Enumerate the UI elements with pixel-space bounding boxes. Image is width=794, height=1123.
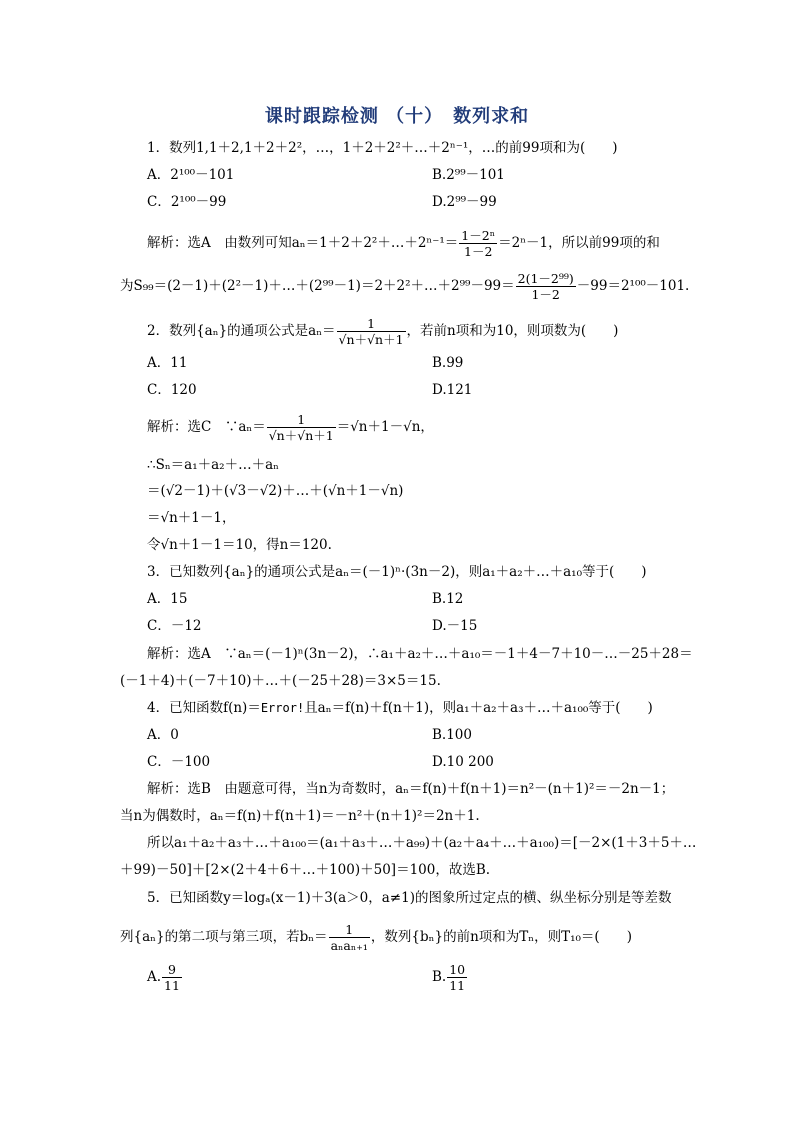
q1-analysis2-head: 为S₉₉＝(2－1)＋(2²－1)＋…＋(2⁹⁹－1)＝2＋2²＋…＋2⁹⁹－99＝: [120, 278, 515, 294]
q4-option-d: D.10 200: [432, 754, 494, 770]
q5-stem2-tail: ，数列{bₙ}的前n项和为Tₙ，则T₁₀＝( ): [370, 929, 632, 945]
q2-analysis-line5: 令√n＋1－1＝10，得n＝120.: [147, 537, 332, 553]
q5-stem-fraction: [329, 922, 370, 953]
q4-stem-head: 4．已知函数f(n)＝: [147, 700, 261, 716]
q2-analysis-line2: ∴Sₙ＝a₁＋a₂＋…＋aₙ: [147, 457, 279, 473]
q3-analysis-line1: 解析：选A ∵aₙ＝(－1)ⁿ(3n－2)，∴a₁＋a₂＋…＋a₁₀＝－1＋4－7＋10－…－25＋28＝: [147, 646, 693, 662]
q1-option-a: A．2¹⁰⁰－101: [147, 167, 235, 183]
q5-stem-line2: [120, 922, 680, 953]
q1-analysis-line2: [120, 271, 690, 302]
q5-stem-line1: 5．已知函数y＝logₐ(x－1)＋3(a＞0，a≠1)的图象所过定点的横、纵坐标分别是等差数: [147, 890, 672, 906]
q1-stem: 1．数列1,1＋2,1＋2＋2²，…，1＋2＋2²＋…＋2ⁿ⁻¹，…的前99项和为( ): [147, 140, 618, 156]
q5-stem2-head: 列{aₙ}的第二项与第三项，若bₙ＝: [120, 929, 328, 945]
q2-option-a: A．11: [147, 355, 188, 371]
option-letter: A.: [147, 969, 162, 985]
q2-analysis-line1: [147, 412, 707, 443]
q1-analysis2-fraction: [516, 271, 576, 302]
q5-option-b-fraction: [447, 962, 467, 993]
denominator: 11: [164, 978, 180, 993]
q2-option-b: B.99: [432, 355, 464, 371]
q2-analysis-line4: ＝√n＋1－1，: [147, 510, 236, 526]
numerator: 1: [329, 922, 370, 938]
denominator: aₙaₙ₊₁: [330, 938, 368, 953]
q2-option-d: D.121: [432, 382, 473, 398]
q1-analysis-head: 解析：选A 由数列可知aₙ＝1＋2＋2²＋…＋2ⁿ⁻¹＝: [147, 235, 459, 251]
q4-stem-error: Error!: [260, 701, 305, 715]
numerator: 1: [337, 316, 406, 332]
denominator: 1－2: [531, 287, 560, 302]
q4-option-c: C．－100: [147, 754, 211, 770]
q3-option-c: C．－12: [147, 618, 202, 634]
q3-option-a: A．15: [147, 591, 188, 607]
q2-analysis-head: 解析：选C ∵aₙ＝: [147, 419, 266, 435]
q4-analysis-line1: 解析：选B 由题意可得，当n为奇数时，aₙ＝f(n)＋f(n＋1)＝n²－(n＋1)²＝－2n－1；: [147, 781, 675, 797]
q3-analysis-line2: (－1＋4)＋(－7＋10)＋…＋(－25＋28)＝3×5＝15.: [120, 673, 441, 689]
q1-analysis-line1: [147, 228, 707, 259]
q2-analysis-fraction: [267, 412, 336, 443]
q4-option-a: A．0: [147, 727, 179, 743]
q2-option-c: C．120: [147, 382, 197, 398]
q2-stem-head: 2．数列{aₙ}的通项公式是aₙ＝: [147, 323, 336, 339]
q2-stem-fraction: [337, 316, 406, 347]
q1-option-c: C．2¹⁰⁰－99: [147, 194, 227, 210]
q4-stem: [147, 698, 707, 718]
option-letter: B.: [432, 969, 447, 985]
q4-stem-tail: 且aₙ＝f(n)＋f(n＋1)，则a₁＋a₂＋a₃＋…＋a₁₀₀等于( ): [304, 700, 653, 716]
numerator: 1: [267, 412, 336, 428]
denominator: 11: [449, 978, 466, 993]
numerator: 10: [449, 962, 466, 977]
q4-analysis-line4: ＋99)－50]＋[2×(2＋4＋6＋…＋100)＋50]＝100，故选B.: [120, 862, 491, 878]
q4-analysis-line3: 所以a₁＋a₂＋a₃＋…＋a₁₀₀＝(a₁＋a₃＋…＋a₉₉)＋(a₂＋a₄＋…＋a₁₀₀)＝[－2×(1＋3＋5＋…: [147, 835, 697, 851]
denominator: √n＋√n＋1: [338, 332, 404, 347]
denominator: 1－2: [464, 244, 493, 259]
q5-option-a-fraction: [162, 962, 182, 993]
q2-stem: [147, 316, 707, 347]
q2-stem-tail: ，若前n项和为10，则项数为( ): [406, 323, 619, 339]
q5-option-b: [432, 962, 794, 993]
numerator: 1－2ⁿ: [461, 228, 496, 243]
q3-option-b: B.12: [432, 591, 464, 607]
q1-analysis2-tail: －99＝2¹⁰⁰－101.: [576, 278, 690, 294]
q1-option-b: B.2⁹⁹－101: [432, 167, 505, 183]
q2-analysis-tail: ＝√n＋1－√n，: [336, 419, 434, 435]
q4-option-b: B.100: [432, 727, 472, 743]
numerator: 9: [162, 962, 182, 978]
q3-stem: 3．已知数列{aₙ}的通项公式是aₙ＝(－1)ⁿ·(3n－2)，则a₁＋a₂＋…＋a₁₀等于( ): [147, 564, 647, 580]
q2-analysis-line3: ＝(√2－1)＋(√3－√2)＋…＋(√n＋1－√n): [147, 483, 404, 499]
page-title: 课时跟踪检测 （十） 数列求和: [264, 106, 530, 127]
q1-analysis-tail: ＝2ⁿ－1，所以前99项的和: [498, 235, 660, 251]
q1-option-d: D.2⁹⁹－99: [432, 194, 497, 210]
q4-analysis-line2: 当n为偶数时，aₙ＝f(n)＋f(n＋1)＝－n²＋(n＋1)²＝2n＋1.: [120, 808, 480, 824]
denominator: √n＋√n＋1: [268, 428, 334, 443]
q3-option-d: D.－15: [432, 618, 478, 634]
q1-analysis-fraction: [459, 228, 497, 259]
numerator: 2(1－2⁹⁹): [517, 271, 574, 286]
